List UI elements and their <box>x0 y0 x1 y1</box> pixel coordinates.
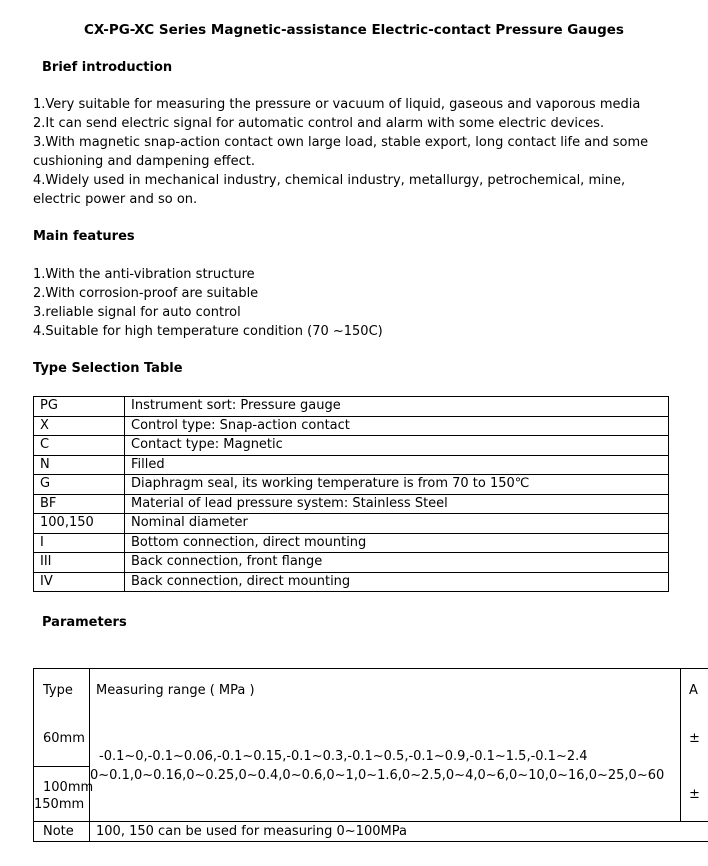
parameters-heading: Parameters <box>42 615 127 630</box>
accuracy-60-cut: ± <box>689 731 700 746</box>
table-row <box>34 436 669 456</box>
brief-paragraph <box>33 95 648 209</box>
type-code: BF <box>34 494 125 514</box>
brief-line: electric power and so on. <box>33 192 198 207</box>
range-pressure: 0~0.1,0~0.16,0~0.25,0~0.4,0~0.6,0~1,0~1.6,0~2.5,0~4,0~6,0~10,0~16,0~25,0~60 <box>90 768 665 783</box>
type-description: Bottom connection, direct mounting <box>125 533 669 553</box>
type-code: I <box>34 533 125 553</box>
type-code: X <box>34 416 125 436</box>
feature-line: 2.With corrosion-proof are suitable <box>33 286 259 301</box>
type-description: Back connection, direct mounting <box>125 572 669 592</box>
type-description: Diaphragm seal, its working temperature is from 70 to 150℃ <box>125 475 669 495</box>
brief-line: 4.Widely used in mechanical industry, chemical industry, metallurgy, petrochemical, mine, <box>33 173 626 188</box>
table-row <box>34 514 669 534</box>
features-list <box>33 265 383 341</box>
type-table-heading: Type Selection Table <box>33 361 183 376</box>
brief-line: 3.With magnetic snap-action contact own large load, stable export, long contact life and some <box>33 135 649 150</box>
range-label: Measuring range ( MPa ) <box>96 683 255 698</box>
type-description: Back connection, front flange <box>125 553 669 573</box>
table-row <box>34 669 708 767</box>
table-row <box>34 572 669 592</box>
type-cell-100-150 <box>34 767 94 822</box>
parameters-table-viewport <box>33 668 708 848</box>
type-selection-table <box>33 396 669 592</box>
type-label: Type <box>43 683 73 698</box>
brief-line: 1.Very suitable for measuring the pressure or vacuum of liquid, gaseous and vaporous media <box>33 97 641 112</box>
type-description: Nominal diameter <box>125 514 669 534</box>
type-description: Control type: Snap-action contact <box>125 416 669 436</box>
type-description: Material of lead pressure system: Stainless Steel <box>125 494 669 514</box>
range-cell <box>90 669 681 822</box>
type-code: 100,150 <box>34 514 125 534</box>
feature-line: 3.reliable signal for auto control <box>33 305 241 320</box>
table-row <box>34 416 669 436</box>
parameters-table <box>33 668 708 842</box>
type-code: PG <box>34 397 125 417</box>
type-description: Filled <box>125 455 669 475</box>
type-code: III <box>34 553 125 573</box>
page-title: CX-PG-XC Series Magnetic-assistance Electric-contact Pressure Gauges <box>84 22 624 38</box>
table-row <box>34 397 669 417</box>
type-cell-60 <box>34 669 90 767</box>
note-label-cell <box>34 822 90 842</box>
table-row <box>34 822 708 842</box>
accuracy-header-cut: A <box>689 683 698 698</box>
table-row <box>34 455 669 475</box>
accuracy-100-cut: ± <box>689 787 700 802</box>
size-100: 100mm <box>43 780 94 795</box>
type-code: C <box>34 436 125 456</box>
feature-line: 1.With the anti-vibration structure <box>33 267 255 282</box>
features-heading: Main features <box>33 229 135 244</box>
note-label: Note <box>43 824 74 839</box>
table-row <box>34 553 669 573</box>
type-code: N <box>34 455 125 475</box>
table-row <box>34 475 669 495</box>
type-description: Instrument sort: Pressure gauge <box>125 397 669 417</box>
brief-line: 2.It can send electric signal for automatic control and alarm with some electric devices. <box>33 116 605 131</box>
note-text: 100, 150 can be used for measuring 0~100MPa <box>96 824 407 839</box>
brief-heading: Brief introduction <box>42 60 173 75</box>
type-code: G <box>34 475 125 495</box>
range-vacuum: -0.1~0,-0.1~0.06,-0.1~0.15,-0.1~0.3,-0.1~0.5,-0.1~0.9,-0.1~1.5,-0.1~2.4 <box>99 749 588 764</box>
table-row <box>34 533 669 553</box>
brief-line: cushioning and dampening effect. <box>33 154 255 169</box>
table-row <box>34 494 669 514</box>
type-code: IV <box>34 572 125 592</box>
type-description: Contact type: Magnetic <box>125 436 669 456</box>
size-60: 60mm <box>43 731 85 746</box>
feature-line: 4.Suitable for high temperature condition (70 ~150C) <box>33 324 383 339</box>
accuracy-cell <box>681 669 708 822</box>
note-text-cell <box>90 822 708 842</box>
size-150: 150mm <box>34 797 85 812</box>
